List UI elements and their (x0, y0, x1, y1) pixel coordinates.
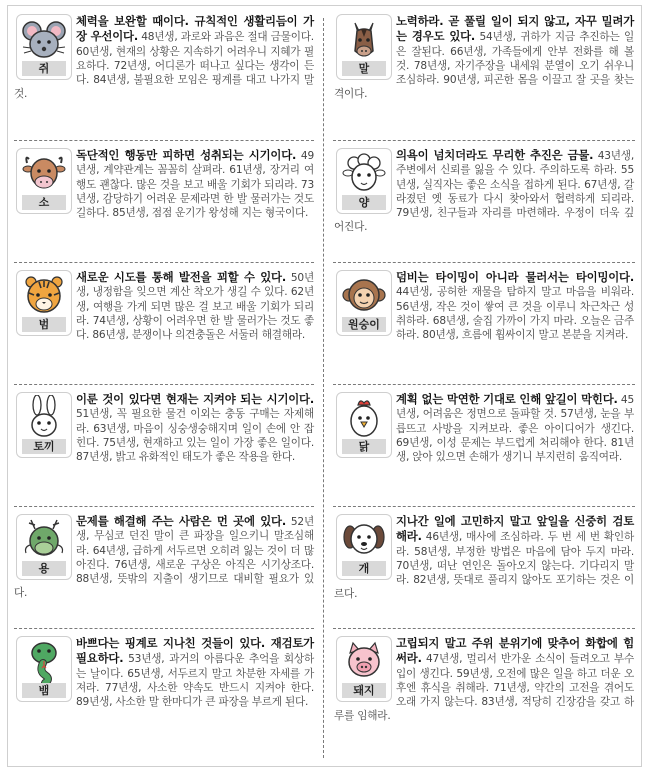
fortune-body: 50년생, 냉정함을 잊으면 계산 착오가 생길 수 있다. 62년생, 여행을 가게 되면 많은 걸 보고 배울 기회가 되리라. 74년생, 상황이 어려우면 한 발 물러가는 것도 좋다. 86년생, 분쟁이나 의견충돌은 서둘러 해결해라. (76, 272, 314, 342)
fortune-card-dragon (14, 514, 319, 632)
animal-label: 뱀 (22, 683, 66, 698)
fortune-card-rabbit (14, 392, 319, 510)
fortune-headline: 계획 없는 막연한 기대로 인해 앞길이 막힌다. (396, 392, 618, 406)
fortune-body: 53년생, 과거의 아름다운 추억을 회상하는 날이다. 65년생, 서두르지 말고 차분한 자세를 가져라. 77년생, 사소한 약속도 반드시 지켜야 한다. 89년생, 사소한 말 한마디가 큰 파장을 부르게 된다. (76, 653, 314, 709)
fortune-card-mouse (14, 14, 319, 132)
fortune-headline: 새로운 시도를 통해 발전을 꾀할 수 있다. (76, 270, 286, 284)
column-divider (323, 18, 324, 758)
fortune-text (334, 636, 634, 724)
fortune-card-snake (14, 636, 319, 754)
fortune-headline: 바쁘다는 핑계로 지나친 것들이 있다. 재검토가 필요하다. (76, 636, 314, 666)
fortune-card-monkey (334, 270, 639, 388)
fortune-body: 47년생, 멀리서 반가운 소식이 들려오고 부수입이 생긴다. 59년생, 오전에 많은 일을 하고 더운 오후엔 휴식을 취해라. 71년생, 약간의 고전을 겪어도 오래 가지 않는다. 83년생, 적당히 긴장감을 갖고 하루를 임해라. (334, 653, 634, 723)
animal-label: 돼지 (342, 683, 386, 698)
fortune-text (14, 270, 314, 342)
fortune-body: 44년생, 공허한 재물을 탐하지 말고 마음을 비워라. 56년생, 작은 것이 쌓여 큰 것을 이루니 차근차근 성취하라. 68년생, 술집 가까이 가지 마라. 오늘은 금주하라. 80년생, 흐름에 휩싸이지 말고 본분을 지켜라. (396, 286, 634, 342)
animal-label: 토끼 (22, 439, 66, 454)
fortune-headline: 이룬 것이 있다면 현재는 지켜야 되는 시기이다. (76, 392, 314, 406)
fortune-text (334, 514, 634, 602)
animal-label: 닭 (342, 439, 386, 454)
animal-label: 쥐 (22, 61, 66, 76)
fortune-headline: 체력을 보완할 때이다. 규칙적인 생활리듬이 가장 우선이다. (76, 14, 314, 44)
fortune-card-sheep (334, 148, 639, 266)
fortune-body: 52년생, 무심코 던진 말이 큰 파장을 일으키니 말조심해라. 64년생, 급하게 서두르면 오히려 잃는 것이 더 많아진다. 76년생, 새로운 구상은 아직은 시기상조다. 88년생, 뜻밖의 지출이 생기므로 대비할 필요가 있다. (14, 516, 314, 600)
fortune-body: 45년생, 어려움은 정면으로 돌파할 것. 57년생, 눈을 부릅뜨고 사방을 지켜보라. 좋은 아이디어가 생긴다. 69년생, 이성 문제는 부드럽게 처리해야 한다. 81년생, 앉아 있으면 손해가 생기니 부지런히 움직여라. (396, 394, 634, 464)
fortune-headline: 고립되지 말고 주위 분위기에 맞추어 화합에 힘써라. (396, 636, 634, 666)
animal-label: 범 (22, 317, 66, 332)
fortune-headline: 덤비는 타이밍이 아니라 물러서는 타이밍이다. (396, 270, 634, 284)
fortune-card-tiger (14, 270, 319, 388)
fortune-card-pig (334, 636, 639, 754)
fortune-headline: 의욕이 넘치더라도 무리한 추진은 금물. (396, 148, 594, 162)
fortune-text (14, 514, 314, 601)
fortune-text (14, 392, 314, 464)
fortune-headline: 노력하라. 곧 풀릴 일이 되지 않고, 자꾸 밀려가는 경우도 있다. (396, 14, 634, 44)
fortune-text (334, 148, 634, 235)
fortune-text (334, 270, 634, 342)
fortune-body: 54년생, 귀하가 지금 추진하는 일은 잘된다. 66년생, 가족들에게 안부 전화를 해 볼 것. 78년생, 자기주장을 내세워 분열이 오기 쉬우니 조심하라. 90년생, 피곤한 몸을 이끌고 잘 곳을 찾는 격이다. (334, 31, 634, 101)
fortune-body: 51년생, 꼭 필요한 물건 이외는 충동 구매는 자제해라. 63년생, 마음이 싱숭생숭해지며 일이 손에 안 잡힌다. 75년생, 현재하고 있는 일이 가장 좋은 일이다. 87년생, 밝고 유화적인 태도가 좋은 작용을 한다. (76, 408, 314, 464)
animal-label: 용 (22, 561, 66, 576)
row-divider (14, 140, 314, 141)
fortune-text (14, 636, 314, 709)
animal-label: 양 (342, 195, 386, 210)
fortune-card-horse (334, 14, 639, 132)
fortune-text (334, 392, 634, 464)
animal-label: 개 (342, 561, 386, 576)
fortune-headline: 독단적인 행동만 피하면 성취되는 시기이다. (76, 148, 297, 162)
fortune-text (334, 14, 634, 102)
fortune-body: 46년생, 매사에 조심하라. 두 번 세 번 확인하라. 58년생, 부정한 방법은 마음에 담아 두지 마라. 70년생, 떠난 연인은 돌아오지 않는다. 기다리지 말라. 82년생, 뜻대로 풀리지 않아도 포기하는 것은 이르다. (334, 531, 634, 601)
fortune-body: 43년생, 주변에서 신뢰를 잃을 수 있다. 주의하도록 하라. 55년생, 실직자는 좋은 소식을 접하게 된다. 67년생, 갈라졌던 옛 동료가 다시 찾아와서 협력하게 되리라. 79년생, 친구들과 자리를 마련해라. 우정이 더욱 깊어진다. (334, 150, 635, 234)
fortune-body: 48년생, 과로와 과음은 절대 금물이다. 60년생, 현재의 상황은 지속하기 어려우니 지혜가 필요하다. 72년생, 어디론가 떠나고 싶다는 생각이 든다. 84년생, 불필요한 모임은 핑계를 대고 나가지 말 것. (14, 31, 314, 101)
animal-label: 원숭이 (342, 317, 386, 332)
fortune-text (14, 14, 314, 102)
animal-label: 소 (22, 195, 66, 210)
row-divider (333, 140, 635, 141)
fortune-card-rooster (334, 392, 639, 510)
fortune-headline: 지나간 일에 고민하지 말고 앞일을 신중히 검토해라. (396, 514, 634, 544)
fortune-text (14, 148, 314, 220)
fortune-body: 49년생, 계약관계는 꼼꼼히 살펴라. 61년생, 장거리 여행도 괜찮다. 많은 것을 보고 배울 기회가 되리라. 73년생, 감당하기 어려운 문제라면 한 발 물러가는 것도 길하다. 85년생, 점점 운기가 왕성해 지는 형국이다. (76, 150, 315, 220)
fortune-card-cow (14, 148, 319, 266)
fortune-headline: 문제를 해결해 주는 사람은 먼 곳에 있다. (76, 514, 286, 528)
fortune-card-dog (334, 514, 639, 632)
animal-label: 말 (342, 61, 386, 76)
